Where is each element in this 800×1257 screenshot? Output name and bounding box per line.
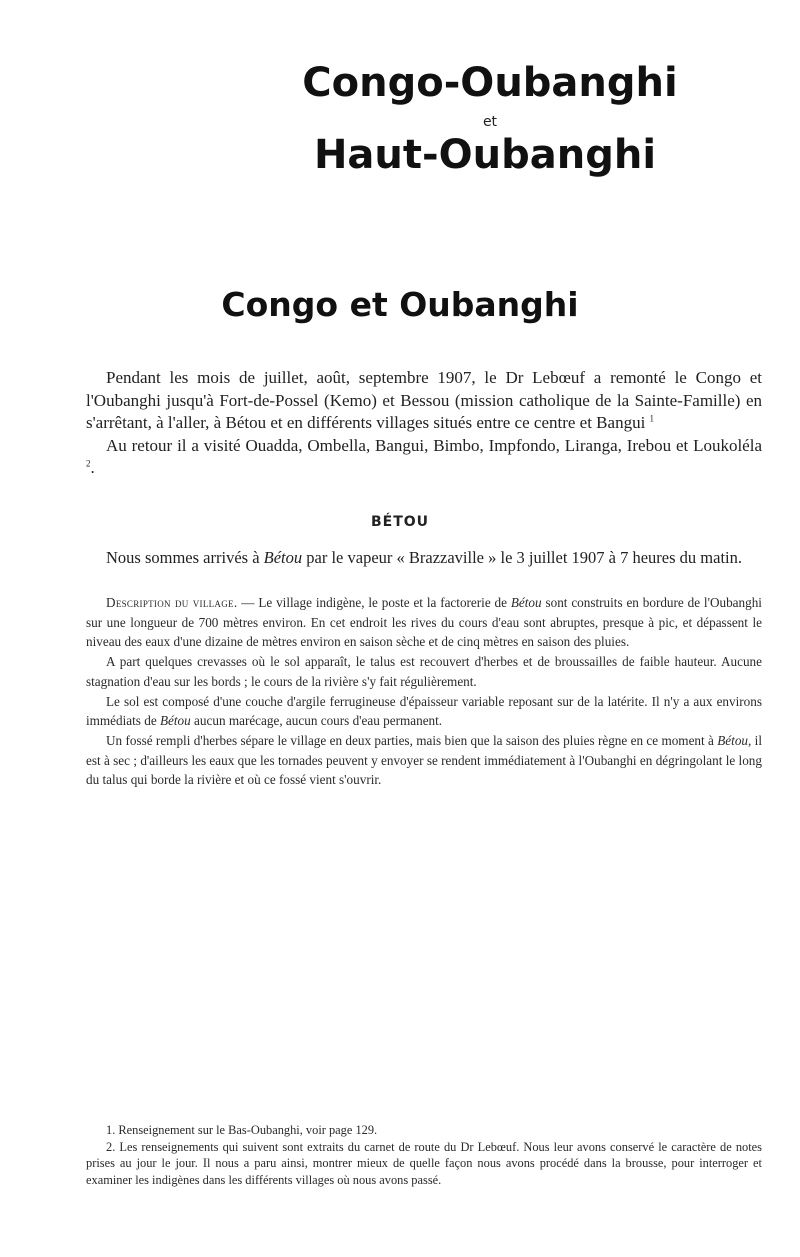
arrival-text-a: Nous sommes arrivés à bbox=[106, 548, 264, 567]
arrival-text-b: par le vapeur « Brazzaville » le 3 juillet 1907 à 7 heures du matin. bbox=[302, 548, 742, 567]
desc-label: Description du village. bbox=[106, 595, 238, 610]
desc-p3-b: aucun marécage, aucun cours d'eau permanent. bbox=[190, 713, 443, 729]
desc-p1-a: — Le village indigène, le poste et la factorerie de bbox=[237, 595, 511, 610]
desc-paragraph-3 bbox=[86, 692, 762, 731]
footnote-1: 1. Renseignement sur le Bas-Oubanghi, voir page 129. bbox=[106, 1123, 378, 1137]
desc-p3-a: Le sol est composé d'une couche d'argile ferrugineuse d'épaisseur variable reposant sur de la latérite. Il n'y a aux environs immédiats de bbox=[86, 693, 762, 729]
desc-p3-place: Bétou bbox=[159, 713, 191, 729]
village-description bbox=[86, 593, 762, 790]
desc-p4-place: Bétou bbox=[717, 732, 749, 748]
arrival-paragraph bbox=[86, 547, 762, 568]
footnote-ref-2: 2 bbox=[86, 458, 91, 469]
desc-paragraph-2: A part quelques crevasses où le sol apparaît, le talus est recouvert d'herbes et de broussailles de faible hauteur. Aucune stagnation d'eau sur les bords ; le cours de la rivière s'y fait régulièrement. bbox=[86, 654, 762, 689]
section-title: Congo et Oubanghi bbox=[221, 285, 579, 324]
intro-paragraph-1-text: Pendant les mois de juillet, août, septembre 1907, le Dr Lebœuf a remonté le Congo et l'Oubanghi jusqu'à Fort-de-Possel (Kemo) et Bessou (mission catholique de la Sainte-Famille) en s'arrêtant, à l'aller, à Bétou et en différents villages situés entre ce centre et Bangui bbox=[86, 368, 762, 432]
arrival-place: Bétou bbox=[263, 548, 303, 567]
desc-p1-b: sont construits en bordure de l'Oubanghi sur une longueur de 700 mètres environ. En cet endroit les rives du cours d'eau sont abruptes, presque à pic, et dépassent le niveau des eaux d'une dizaine de mètres environ en saison sèche et de cinq mètres en saison des pluies. bbox=[86, 595, 762, 650]
arrival-text bbox=[86, 547, 762, 568]
intro-paragraph-2-text: Au retour il a visité Ouadda, Ombella, Bangui, Bimbo, Impfondo, Liranga, Irebou et Loukoléla bbox=[106, 435, 762, 455]
title-connector: et bbox=[482, 114, 498, 130]
subsection-heading: BÉTOU bbox=[370, 514, 430, 530]
desc-p4-b: , il est à sec ; d'ailleurs les eaux que les tornades peuvent y envoyer se rendent immédiatement à l'Oubanghi en dégringolant le long du talus qui borde la rivière et où ce fossé vient s'ouvrir. bbox=[86, 732, 762, 788]
intro-paragraph-1 bbox=[86, 367, 762, 435]
footnotes bbox=[86, 1122, 762, 1188]
desc-paragraph-4 bbox=[86, 731, 762, 790]
desc-p1-place: Bétou bbox=[510, 595, 542, 610]
desc-p4-a: Un fossé rempli d'herbes sépare le village en deux parties, mais bien que la saison des pluies règne en ce moment à bbox=[106, 732, 718, 748]
main-title-line1: Congo-Oubanghi bbox=[302, 60, 678, 106]
footnote-ref-1: 1 bbox=[649, 413, 655, 424]
footnote-2: 2. Les renseignements qui suivent sont extraits du carnet de route du Dr Lebœuf. Nous leur avons conservé le caractère de notes prises au jour le jour. Il nous a paru ainsi, montrer mieux de quelle façon nous avons procédé dans la brousse, pour interroger et examiner les indigènes dans les différents villages où nous avons passé. bbox=[86, 1139, 762, 1187]
intro-text bbox=[86, 367, 762, 480]
intro-paragraph-2: Au retour il a visité Ouadda, Ombella, Bangui, Bimbo, Impfondo, Liranga, Irebou et Loukoléla $^2$. bbox=[86, 435, 762, 477]
main-title-line2: Haut-Oubanghi bbox=[313, 132, 657, 178]
desc-paragraph-1 bbox=[86, 593, 762, 652]
